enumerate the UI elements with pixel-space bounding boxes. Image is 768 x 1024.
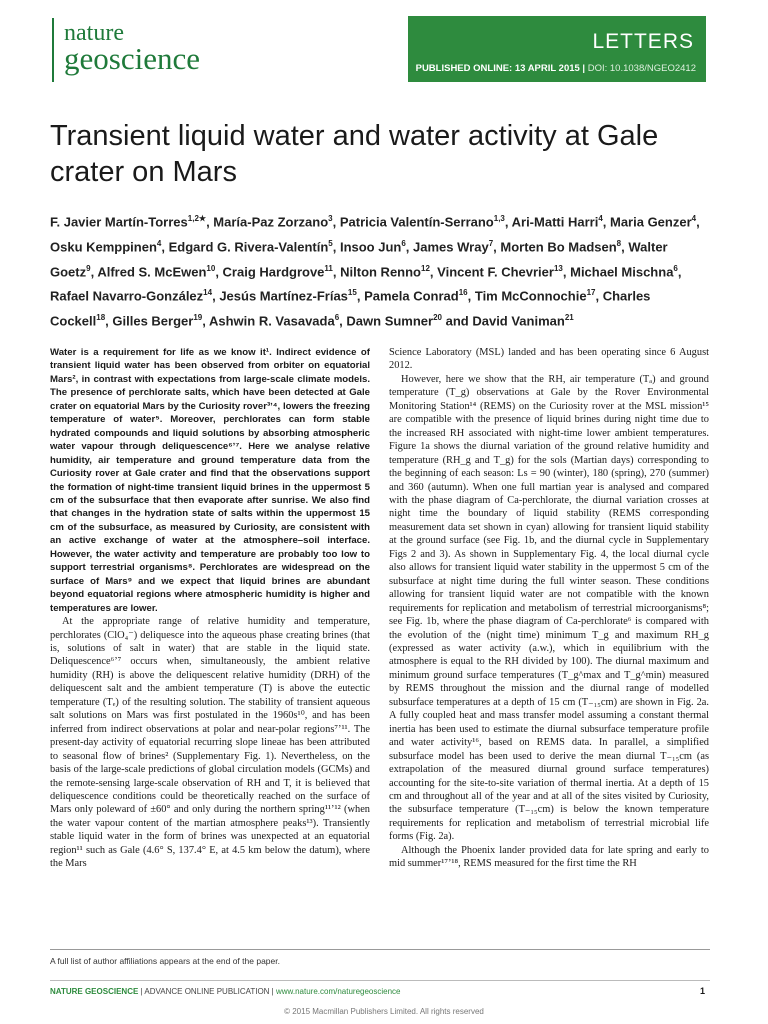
footer-url-link[interactable]: www.nature.com/naturegeoscience — [275, 987, 401, 996]
body-paragraph: Although the Phoenix lander provided data for late spring and early to mid summer¹⁷ʼ¹⁸, REMS measured for the first time the RH — [389, 844, 709, 870]
author-affiliation-marker: 4 — [156, 238, 162, 248]
section-banner — [408, 16, 706, 82]
footer-journal-name: NATURE GEOSCIENCE — [50, 987, 139, 996]
author-affiliation-marker: 16 — [458, 288, 468, 298]
doi-link[interactable]: DOI: 10.1038/NGEO2412 — [587, 63, 696, 74]
author-name: Tim McConnochie — [474, 288, 587, 304]
body-paragraph: At the appropriate range of relative humidity and temperature, perchlorates (ClO₄⁻) deliquesce into the aqueous phase creating brines (that is, solutions of salt in water) that are stable in the liquid state. Deliquescence⁶ʼ⁷ occurs when, simultaneously, the ambient relative humidity (RH) is above the deliquescent relative humidity (DRH) of the deliquescent salt and the ambient temperature (T) is above the eutectic temperature (Tₑ) of the resulting solution. The stability of transient aqueous salt solutions on Mars was first postulated in the 1960s¹⁰, and has been inferred from indirect observations at polar and near-polar regions⁷ʼ¹¹. The present-day activity of equatorial recurring slope lineae has been attributed to seasonal flow of brines² (Supplementary Fig. 1). Nevertheless, on the basis of the large-scale predictions of global circulation models (GCMs) and the remote-sensing large-scale observation of RH and T, it is believed that deliquescence conditions could be theoretically reached on the surface of Mars only poleward of ±60° and only during the northern spring¹¹ʼ¹² (when the water vapour content of the martian atmosphere peaks¹³). Transiently stable liquid water in the form of brines was unexpected at an equatorial region¹¹ such as Gale (4.6° S, 137.4° E, at 4.5 km below the datum), where the Mars — [50, 616, 370, 870]
author-name: Nilton Renno — [340, 263, 422, 279]
author-name: Pamela Conrad — [364, 288, 459, 304]
author-name: Walter Goetz — [50, 239, 668, 279]
author-affiliation-marker: 6 — [334, 313, 340, 323]
author-affiliation-marker: 4 — [691, 214, 697, 223]
author-name: David Vaniman — [472, 313, 565, 329]
author-affiliation-marker: 10 — [206, 263, 216, 273]
author-affiliation-marker: 20 — [433, 313, 442, 323]
logo-line-2: geoscience — [64, 41, 200, 76]
published-date: PUBLISHED ONLINE: 13 APRIL 2015 | — [415, 63, 588, 74]
author-affiliation-marker: 15 — [347, 288, 357, 298]
author-name: Jesús Martínez-Frías — [219, 288, 348, 304]
footer-middle: | ADVANCE ONLINE PUBLICATION | — [138, 987, 276, 996]
publication-info — [416, 63, 696, 74]
author-affiliation-marker: 6 — [673, 263, 678, 273]
author-name: Maria Genzer — [610, 214, 692, 230]
author-name: Charles Cockell — [50, 288, 651, 329]
left-column — [50, 346, 370, 871]
author-name: F. Javier Martín-Torres — [50, 214, 188, 230]
author-affiliation-marker: 18 — [96, 313, 106, 323]
affiliation-footnote: A full list of author affiliations appears at the end of the paper. — [50, 956, 280, 966]
author-affiliation-marker: 21 — [564, 313, 574, 323]
footer-divider — [50, 980, 710, 981]
author-affiliation-marker: 3 — [328, 214, 333, 223]
author-name: Michael Mischna — [570, 263, 674, 279]
right-column — [389, 346, 709, 871]
page-footer — [50, 987, 401, 996]
author-affiliation-marker: 14 — [203, 288, 213, 298]
footnote-divider — [50, 949, 710, 950]
body-paragraph: However, here we show that the RH, air temperature (Tₐ) and ground temperature (T_g) observations at Gale by the Rover Environmental Monitoring Station¹⁴ (REMS) on the Curiosity rover at the MSL mission¹⁵ are compatible with the presence of liquid brines during night time due to the increased RH associated with night-time lower ambient temperatures. Figure 1a shows the diurnal variation of the ground relative humidity and temperature (RH_g and T_g) for the sols (Martian days) corresponding to the beginning of each season: Ls = 90 (winter), 180 (spring), 270 (summer) and 360 (autumn). When one full martian year is analysed and compared with the phase diagram of Ca-perchlorate, the diurnal variation crosses at night time the boundary of liquid stability (REMS corresponding measurement data set shown in cyan) allowing for transient liquid stability at the ground surface (see Fig. 1b, and the diurnal cycle in Supplementary Figs 2 and 3). As shown in Supplementary Fig. 4, the local diurnal cycle also allows for transient liquid water stability in the uppermost 5 cm of the subsurface at night time during the full winter season. These conditions allowing for transient liquid water are not compatible with the known requirements for replication and metabolism of terrestrial microorganisms⁸; see Fig. 1b, where the phase diagram of Ca-perchlorate⁶ is compared with the evolution of the (night time) minimum T_g and maximum RH_g (expressed as water activity (a.w.), which in equilibrium with the atmosphere is equal to the RH divided by 100). The diurnal maximum and minimum ground surface temperatures (T_g^max and T_g^min) measured by REMS throughout the mission and the diurnal range of modelled subsurface temperatures at a depth of 15 cm (T₋₁₅cm) are shown in Fig. 2a. A fully coupled heat and mass transfer model assuming a constant thermal inertia has been used to estimate the diurnal subsurface temperature profile and water activity¹⁶, based on REMS data. In parallel, a simplified subsurface model has been used to derive the mean diurnal T₋₁₅cm (as extrapolation of the measured diurnal ground surface temperatures) accounting for the site-to-site variation of thermal inertia. At a depth of 15 cm and throughout all of the year and at all of the sites visited by Curiosity, the subsurface temperature (T₋₁₅cm) is below the known temperature requirements for replication and metabolism of terrestrial microbial life forms (Fig. 2a). — [389, 373, 709, 843]
author-name: James Wray — [413, 239, 489, 255]
body-paragraph: Science Laboratory (MSL) landed and has been operating since 6 August 2012. — [389, 347, 709, 372]
logo-line-1: nature — [64, 20, 124, 46]
author-name: María-Paz Zorzano — [213, 214, 329, 230]
author-affiliation-marker: 17 — [586, 288, 596, 298]
author-name: Morten Bo Madsen — [500, 239, 617, 255]
author-list: F. Javier Martín-Torres$^{1,2★}$, María-Paz Zorzano$^3$, Patricia Valentín-Serrano$^{1,3}$, Ari-Matti Harri$^4$, Maria Genzer$^4$, Osku Kemppinen$^4$, Edgard G. Rivera-Valentín$^5$, Insoo Jun$^6$, James Wray$^7$, Morten Bo Madsen$^8$, Walter Goetz$^9$, Alfred S. McEwen$^{10}$, Craig Hardgrove$^{11}$, Nilton Renno$^{12}$, Vincent F. Chevrier$^{13}$, Michael Mischna$^6$, Rafael Navarro-González$^{14}$, Jesús Martínez-Frías$^{15}$, Pamela Conrad$^{16}$, Tim McConnochie$^{17}$, Charles Cockell$^{18}$, Gilles Berger$^{19}$, Ashwin R. Vasavada$^6$, Dawn Sumner$^{20}$ and David Vaniman$^{21}$ — [50, 214, 700, 329]
article-title: Transient liquid water and water activity at Gale crater on Mars — [50, 120, 659, 188]
logo-rule — [52, 18, 54, 82]
author-affiliation-marker: 4 — [598, 214, 603, 223]
author-name: Vincent F. Chevrier — [437, 263, 554, 279]
author-affiliation-marker: 19 — [193, 313, 203, 323]
author-affiliation-marker: 12 — [421, 263, 430, 273]
journal-logo[interactable] — [64, 22, 226, 78]
author-name: Craig Hardgrove — [222, 263, 325, 279]
author-name: Ashwin R. Vasavada — [208, 313, 335, 329]
author-name: Dawn Sumner — [346, 313, 434, 329]
author-name: Edgard G. Rivera-Valentín — [168, 239, 329, 255]
copyright-notice: © 2015 Macmillan Publishers Limited. All rights reserved — [284, 1007, 484, 1016]
author-affiliation-marker: 6 — [401, 238, 406, 248]
author-affiliation-marker: 5 — [328, 238, 333, 248]
author-affiliation-marker: 11 — [324, 263, 333, 273]
author-name: Osku Kemppinen — [50, 239, 157, 255]
author-affiliation-marker: 7 — [488, 238, 494, 248]
author-name: Gilles Berger — [112, 313, 194, 329]
author-name: Rafael Navarro-González — [50, 288, 204, 304]
author-affiliation-marker: 1,3 — [493, 214, 505, 223]
author-name: Insoo Jun — [339, 239, 402, 255]
author-name: Alfred S. McEwen — [97, 263, 207, 279]
author-affiliation-marker: 1,2★ — [187, 214, 207, 223]
page-number: 1 — [700, 986, 706, 996]
abstract: Water is a requirement for life as we know it¹. Indirect evidence of transient liquid water has been observed from orbiter on equatorial Mars², in contrast with expectations from large-scale climate models. The presence of perchlorate salts, which have been detected at Gale crater on equatorial Mars by the Curiosity rover³ʼ⁴, lowers the freezing temperature of water⁵. Moreover, perchlorates can form stable hydrated compounds and liquid solutions by absorbing atmospheric water vapour through deliquescence⁶ʼ⁷. Here we analyse relative humidity, air temperature and ground temperature data from the Curiosity rover at Gale crater and find that the observations support the formation of night-time transient liquid brines in the uppermost 5 cm of the subsurface that then evaporate after sunrise. We also find that changes in the hydration state of salts within the uppermost 15 cm of the subsurface, as measured by Curiosity, are consistent with an active exchange of water at the atmosphere–soil interface. However, the water activity and temperature are probably too low to support terrestrial organisms⁸. Perchlorates are widespread on the surface of Mars⁹ and we expect that liquid brines are abundant beyond equatorial regions where atmospheric humidity is higher and temperatures are lower. — [50, 347, 370, 614]
author-affiliation-marker: 9 — [86, 263, 91, 273]
author-affiliation-marker: 13 — [553, 263, 563, 273]
author-name: Ari-Matti Harri — [511, 214, 599, 230]
author-affiliation-marker: 8 — [616, 238, 622, 248]
section-label: LETTERS — [592, 30, 694, 53]
author-name: Patricia Valentín-Serrano — [339, 214, 494, 230]
